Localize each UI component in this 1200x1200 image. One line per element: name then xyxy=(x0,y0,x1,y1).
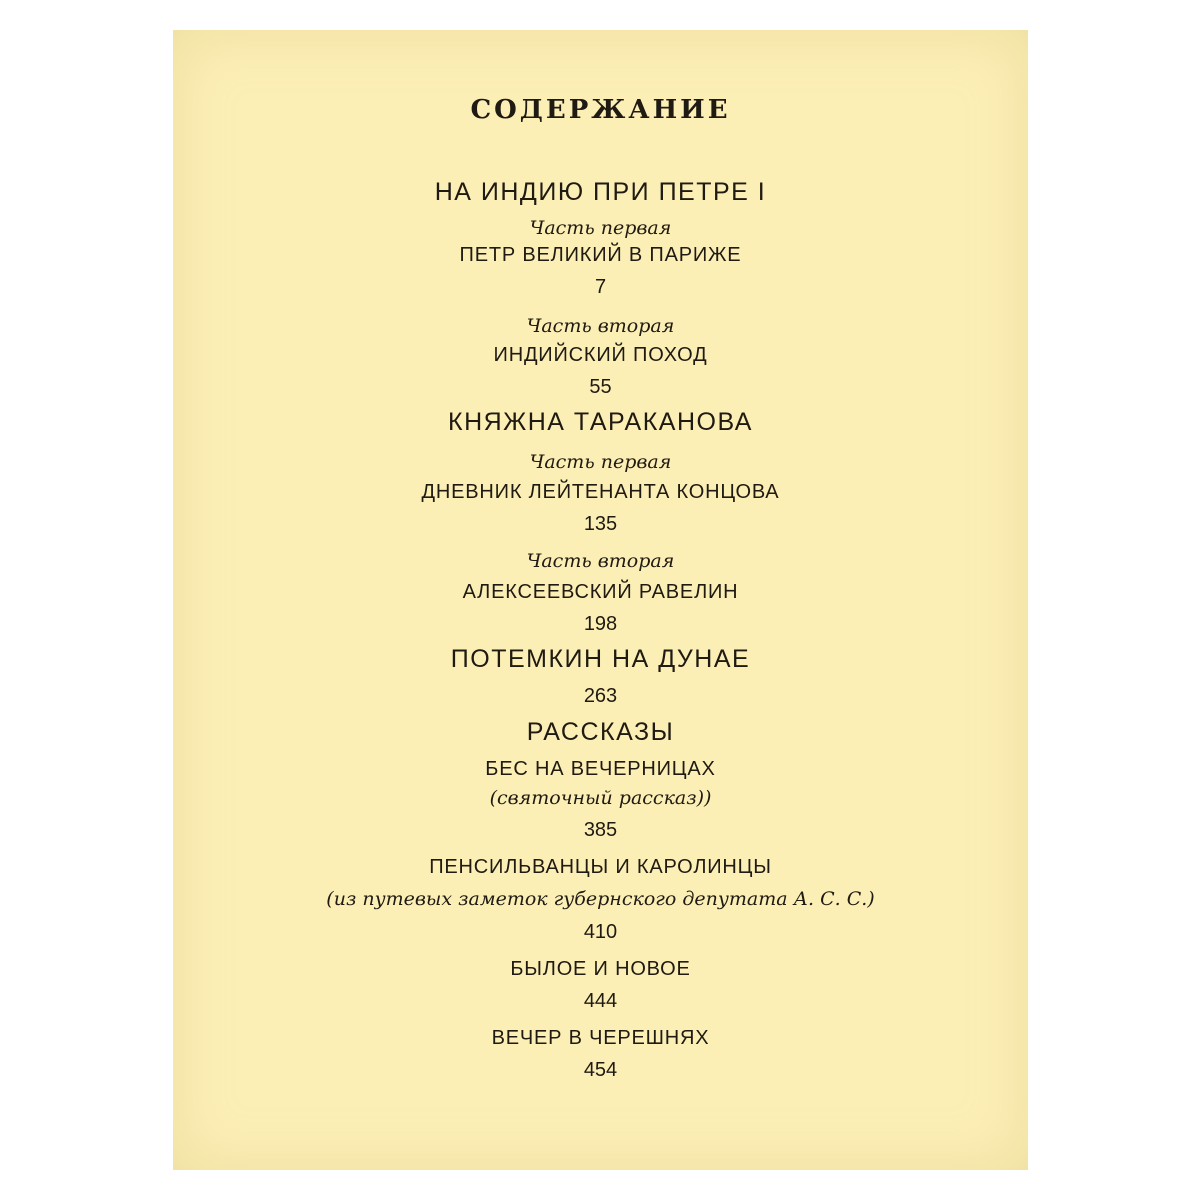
subtitle-note: (святочный рассказ)) xyxy=(489,787,712,809)
page-number: 444 xyxy=(583,990,618,1012)
chapter-title: БЫЛОЕ И НОВОЕ xyxy=(510,958,691,980)
work-title: РАССКАЗЫ xyxy=(526,718,675,746)
part-label: Часть первая xyxy=(529,451,672,473)
chapter-title: БЕС НА ВЕЧЕРНИЦАХ xyxy=(485,758,716,780)
chapter-title: ПЕТР ВЕЛИКИЙ В ПАРИЖЕ xyxy=(459,244,742,266)
page-title: СОДЕРЖАНИЕ xyxy=(470,95,731,125)
work-title: ПОТЕМКИН НА ДУНАЕ xyxy=(450,645,751,673)
work-title: НА ИНДИЮ ПРИ ПЕТРЕ I xyxy=(434,178,767,206)
book-page xyxy=(173,30,1028,1170)
subtitle-note: (из путевых заметок губернского депутата А. С. С.) xyxy=(326,888,875,910)
chapter-title: ДНЕВНИК ЛЕЙТЕНАНТА КОНЦОВА xyxy=(421,481,780,503)
page-number: 198 xyxy=(583,613,618,635)
page-number: 385 xyxy=(583,819,618,841)
part-label: Часть первая xyxy=(529,217,672,239)
page-number: 454 xyxy=(583,1059,618,1081)
page-number: 55 xyxy=(589,376,612,398)
page-number: 7 xyxy=(594,276,607,298)
page-number: 135 xyxy=(583,513,618,535)
page-number: 410 xyxy=(583,921,618,943)
chapter-title: ИНДИЙСКИЙ ПОХОД xyxy=(493,344,708,366)
chapter-title: АЛЕКСЕЕВСКИЙ РАВЕЛИН xyxy=(462,581,739,603)
part-label: Часть вторая xyxy=(526,315,675,337)
work-title: КНЯЖНА ТАРАКАНОВА xyxy=(448,408,753,436)
chapter-title: ПЕНСИЛЬВАНЦЫ И КАРОЛИНЦЫ xyxy=(429,856,772,878)
part-label: Часть вторая xyxy=(526,550,675,572)
chapter-title: ВЕЧЕР В ЧЕРЕШНЯХ xyxy=(491,1027,710,1049)
page-number: 263 xyxy=(583,685,618,707)
